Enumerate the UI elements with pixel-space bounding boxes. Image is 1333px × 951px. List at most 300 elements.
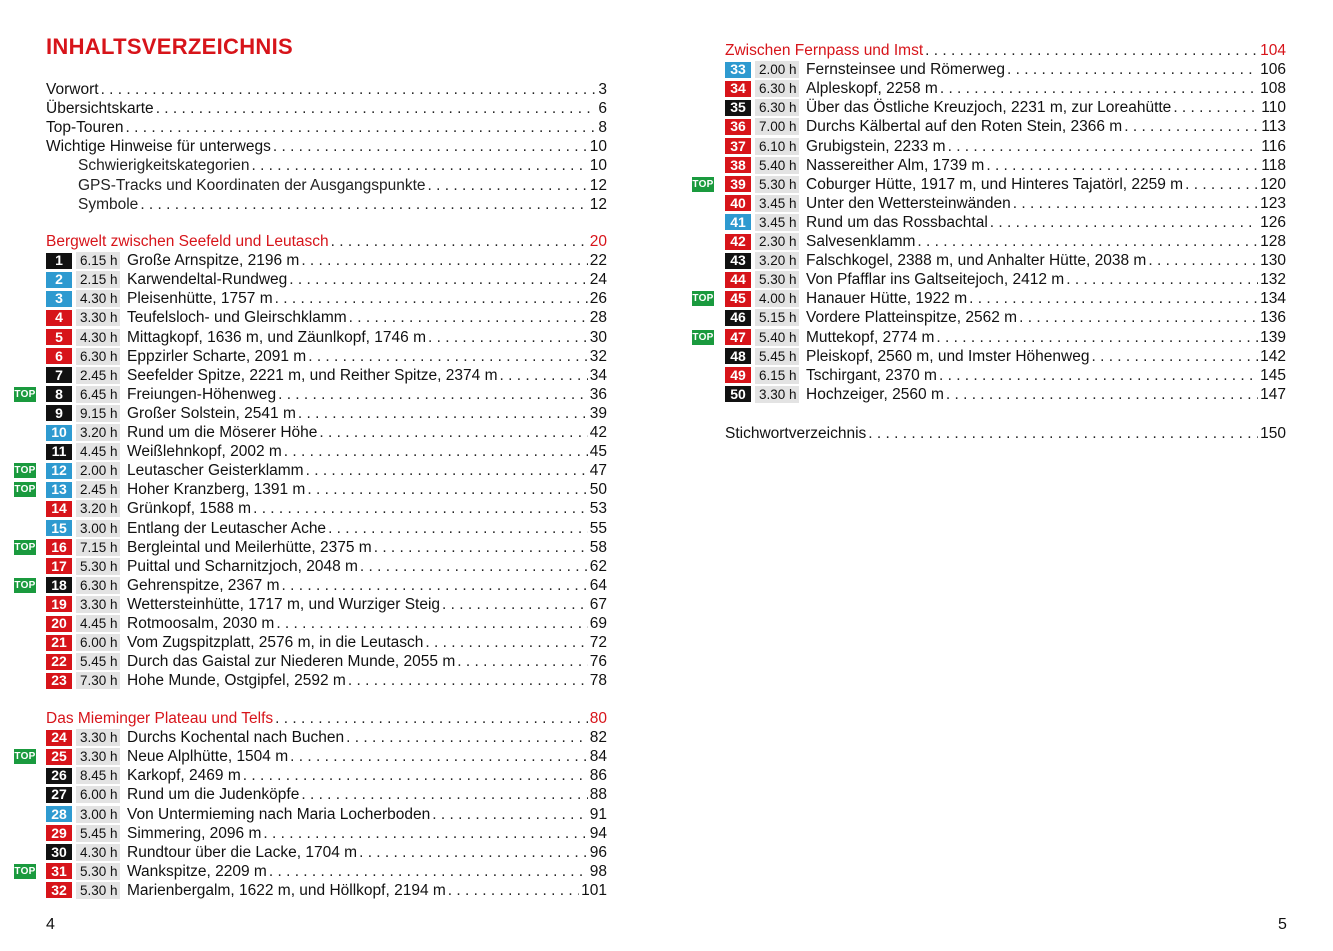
tour-duration: 2.30 h [755, 233, 799, 250]
tour-row[interactable] [46, 614, 607, 633]
tour-title: Rundtour über die Lacke, 1704 m [127, 843, 358, 861]
tour-row[interactable] [725, 328, 1286, 347]
tour-duration: 6.45 h [76, 386, 120, 403]
page-ref: 58 [589, 538, 607, 556]
leader-dots [301, 785, 587, 804]
tour-title: Alpleskopf, 2258 m [806, 80, 938, 98]
toc-entry[interactable] [46, 118, 607, 137]
tour-row[interactable] [725, 347, 1286, 366]
page-ref: 67 [589, 595, 607, 613]
page-ref: 80 [589, 710, 607, 727]
leader-dots [946, 385, 1258, 404]
toc-subentry-label: GPS-Tracks und Koordinaten der Ausgangspunkte [78, 176, 426, 194]
leader-dots [282, 576, 588, 595]
toc-entry-label: Vorwort [46, 81, 99, 98]
leader-dots [1173, 98, 1259, 117]
leader-dots [263, 824, 587, 843]
leader-dots [939, 366, 1258, 385]
tour-duration: 5.30 h [76, 863, 120, 880]
tour-title: Grubigstein, 2233 m [806, 137, 946, 155]
right-page-number: 5 [1278, 916, 1287, 933]
page-ref: 8 [598, 119, 607, 137]
page-ref: 12 [589, 195, 607, 213]
tour-title: Bergleintal und Meilerhütte, 2375 m [127, 538, 372, 556]
tour-number-badge: 50 [725, 386, 751, 402]
page-ref: 147 [1260, 385, 1286, 403]
tour-title: Falschkogel, 2388 m, und Anhalter Hütte, 2038 m [806, 252, 1147, 270]
page-ref: 28 [589, 309, 607, 327]
tour-row[interactable] [725, 251, 1286, 270]
tour-title: Großer Solstein, 2541 m [127, 404, 296, 422]
tour-duration: 6.15 h [76, 252, 120, 269]
tour-row[interactable] [725, 289, 1286, 308]
tour-number-badge: 20 [46, 616, 72, 632]
tour-duration: 3.20 h [76, 424, 120, 441]
tour-number-badge: 5 [46, 329, 72, 345]
tour-title: Große Arnspitze, 2196 m [127, 252, 300, 270]
tour-title: Simmering, 2096 m [127, 824, 262, 842]
tour-row[interactable] [46, 805, 607, 824]
tour-number-badge: 21 [46, 635, 72, 651]
tour-duration: 3.30 h [76, 309, 120, 326]
page-ref: 76 [589, 653, 607, 671]
tour-duration: 3.20 h [76, 500, 120, 517]
tour-row[interactable] [725, 385, 1286, 404]
toc-entry[interactable] [725, 424, 1286, 443]
top-badge: TOP [14, 484, 36, 496]
tour-title: Karwendeltal-Rundweg [127, 271, 288, 289]
leader-dots [251, 156, 587, 175]
page-ref: 128 [1260, 233, 1286, 250]
tour-number-badge: 49 [725, 367, 751, 383]
page-ref: 45 [589, 443, 607, 461]
tour-number-badge: 15 [46, 520, 72, 536]
tour-duration: 8.45 h [76, 767, 120, 784]
tour-duration: 2.45 h [76, 367, 120, 384]
tour-row[interactable] [725, 137, 1286, 156]
leader-dots [276, 614, 587, 633]
tour-duration: 3.00 h [76, 806, 120, 823]
leader-dots [948, 137, 1260, 156]
tour-number-badge: 41 [725, 214, 751, 230]
tour-row[interactable] [46, 652, 607, 671]
page-ref: 120 [1260, 175, 1286, 193]
top-badge: TOP [692, 178, 714, 190]
tour-duration: 4.30 h [76, 329, 120, 346]
tour-duration: 4.30 h [76, 290, 120, 307]
tour-number-badge: 28 [46, 806, 72, 822]
page-ref: 106 [1260, 61, 1286, 79]
page-ref: 34 [589, 366, 607, 384]
tour-number-badge: 26 [46, 768, 72, 784]
tour-duration: 5.45 h [76, 653, 120, 670]
tour-title: Entlang der Leutascher Ache [127, 519, 327, 537]
tour-title: Weißlehnkopf, 2002 m [127, 443, 282, 461]
tour-duration: 4.45 h [76, 443, 120, 460]
left-page [0, 0, 666, 951]
toc-entry-label: Top-Touren [46, 119, 124, 137]
page-ref: 3 [598, 81, 607, 98]
tour-duration: 6.15 h [755, 367, 799, 384]
leader-dots [990, 213, 1258, 232]
leader-dots [1185, 175, 1258, 194]
page-ref: 20 [589, 233, 607, 250]
tour-duration: 7.30 h [76, 672, 120, 689]
tour-row[interactable] [46, 824, 607, 843]
toc-subentry[interactable] [78, 176, 607, 195]
tour-row[interactable] [46, 499, 607, 518]
page-ref: 123 [1260, 194, 1286, 212]
page-ref: 78 [589, 672, 607, 690]
tour-number-badge: 36 [725, 119, 751, 135]
leader-dots [425, 633, 587, 652]
page-ref: 94 [589, 824, 607, 842]
tour-row[interactable] [46, 308, 607, 327]
tour-number-badge: 48 [725, 348, 751, 364]
page-ref: 113 [1261, 118, 1286, 136]
tour-row[interactable] [46, 251, 607, 270]
tour-duration: 6.30 h [76, 348, 120, 365]
top-badge: TOP [14, 465, 36, 477]
page-ref: 82 [589, 729, 607, 747]
leader-dots [349, 308, 588, 327]
tour-number-badge: 18 [46, 577, 72, 593]
tour-row[interactable] [46, 633, 607, 652]
toc-entry[interactable] [46, 99, 607, 118]
leader-dots [306, 461, 588, 480]
tour-title: Rotmoosalm, 2030 m [127, 615, 275, 632]
tour-number-badge: 11 [46, 444, 72, 460]
tour-row[interactable] [46, 785, 607, 804]
page-ref: 47 [589, 462, 607, 480]
tour-row[interactable] [725, 60, 1286, 79]
tour-number-badge: 29 [46, 825, 72, 841]
section-heading[interactable] [725, 41, 1286, 60]
tour-row[interactable] [725, 156, 1286, 175]
tour-row[interactable] [725, 194, 1286, 213]
tour-title: Durchs Kälbertal auf den Roten Stein, 2366 m [806, 118, 1123, 136]
leader-dots [1013, 194, 1258, 213]
tour-number-badge: 31 [46, 863, 72, 879]
tour-row[interactable] [46, 728, 607, 747]
page-ref: 26 [589, 290, 607, 308]
leader-dots [298, 404, 588, 423]
tour-title: Hoher Kranzberg, 1391 m [127, 481, 306, 499]
page-ref: 130 [1260, 252, 1286, 270]
tour-duration: 5.30 h [76, 558, 120, 575]
tour-row[interactable] [46, 576, 607, 595]
leader-dots [917, 232, 1258, 251]
tour-number-badge: 32 [46, 882, 72, 898]
tour-title: Von Pfafflar ins Galtseitejoch, 2412 m [806, 271, 1065, 289]
tour-title: Durch das Gaistal zur Niederen Munde, 2055 m [127, 653, 456, 671]
leader-dots [442, 595, 588, 614]
tour-row[interactable] [46, 480, 607, 499]
toc-subentry[interactable] [78, 195, 607, 214]
leader-dots [275, 709, 588, 728]
leader-dots [273, 137, 588, 156]
leader-dots [1091, 347, 1258, 366]
tour-number-badge: 30 [46, 844, 72, 860]
tour-row[interactable] [725, 232, 1286, 251]
section-heading-label: Bergwelt zwischen Seefeld und Leutasch [46, 233, 329, 250]
leader-dots [374, 538, 588, 557]
tour-title: Durchs Kochental nach Buchen [127, 729, 345, 747]
tour-duration: 6.30 h [755, 80, 799, 97]
page-ref: 150 [1260, 425, 1286, 442]
tour-number-badge: 9 [46, 405, 72, 421]
tour-title: Leutascher Geisterklamm [127, 462, 304, 480]
tour-row[interactable] [725, 98, 1286, 117]
leader-dots [308, 347, 588, 366]
leader-dots [359, 843, 588, 862]
tour-title: Pleisenhütte, 1757 m [127, 290, 273, 308]
leader-dots [290, 747, 588, 766]
page-ref: 10 [589, 157, 607, 175]
tour-number-badge: 25 [46, 749, 72, 765]
page-ref: 39 [589, 404, 607, 422]
page-ref: 91 [589, 805, 607, 823]
tour-number-badge: 40 [725, 195, 751, 211]
leader-dots [348, 671, 588, 690]
tour-number-badge: 1 [46, 253, 72, 269]
tour-number-badge: 44 [725, 272, 751, 288]
tour-number-badge: 8 [46, 386, 72, 402]
tour-row[interactable] [725, 79, 1286, 98]
tour-row[interactable] [46, 270, 607, 289]
tour-row[interactable] [46, 289, 607, 308]
tour-duration: 5.30 h [76, 882, 120, 899]
page-ref: 12 [589, 176, 607, 194]
tour-duration: 6.10 h [755, 138, 799, 155]
tour-duration: 2.00 h [76, 462, 120, 479]
leader-dots [868, 424, 1258, 443]
tour-title: Hochzeiger, 2560 m [806, 385, 944, 403]
tour-number-badge: 3 [46, 291, 72, 307]
section-heading-label: Zwischen Fernpass und Imst [725, 42, 924, 59]
tour-number-badge: 34 [725, 81, 751, 97]
tour-number-badge: 7 [46, 367, 72, 383]
tour-number-badge: 43 [725, 253, 751, 269]
tour-title: Hanauer Hütte, 1922 m [806, 290, 968, 308]
tour-duration: 5.15 h [755, 309, 799, 326]
tour-number-badge: 22 [46, 654, 72, 670]
page-ref: 62 [589, 557, 607, 575]
tour-row[interactable] [46, 747, 607, 766]
leader-dots [432, 805, 587, 824]
tour-title: Rund um die Möserer Höhe [127, 424, 318, 441]
toc-entry-label: Übersichtskarte [46, 100, 154, 118]
page-ref: 104 [1260, 42, 1286, 59]
leader-dots [1148, 251, 1258, 270]
tour-number-badge: 37 [725, 138, 751, 154]
tour-row[interactable] [46, 595, 607, 614]
tour-row[interactable] [725, 366, 1286, 385]
toc-entry[interactable] [46, 137, 607, 156]
leader-dots [428, 176, 588, 195]
top-badge: TOP [14, 541, 36, 553]
tour-number-badge: 6 [46, 348, 72, 364]
page-ref: 86 [589, 767, 607, 785]
tour-duration: 3.20 h [755, 252, 799, 269]
top-badge: TOP [14, 579, 36, 591]
tour-row[interactable] [46, 843, 607, 862]
page-ref: 22 [589, 252, 607, 270]
tour-duration: 5.30 h [755, 271, 799, 288]
leader-dots [269, 862, 588, 881]
tour-duration: 3.45 h [755, 214, 799, 231]
tour-number-badge: 47 [725, 329, 751, 345]
section-heading[interactable] [46, 232, 607, 251]
tour-duration: 6.30 h [755, 99, 799, 116]
tour-row[interactable] [46, 442, 607, 461]
tour-row[interactable] [46, 366, 607, 385]
tour-duration: 4.00 h [755, 290, 799, 307]
tour-title: Hohe Munde, Ostgipfel, 2592 m [127, 672, 346, 690]
tour-title: Muttekopf, 2774 m [806, 328, 935, 346]
tour-number-badge: 19 [46, 596, 72, 612]
page-ref: 24 [589, 271, 607, 289]
tour-title: Teufelsloch- und Gleirschklamm [127, 309, 347, 327]
page-ref: 98 [589, 862, 607, 880]
tour-row[interactable] [46, 423, 607, 442]
tour-number-badge: 24 [46, 730, 72, 746]
tour-title: Coburger Hütte, 1917 m, und Hinteres Tajatörl, 2259 m [806, 175, 1184, 193]
tour-row[interactable] [46, 461, 607, 480]
tour-duration: 3.45 h [755, 195, 799, 212]
tour-row[interactable] [46, 328, 607, 347]
tour-title: Seefelder Spitze, 2221 m, und Reither Spitze, 2374 m [127, 366, 498, 384]
page-ref: 42 [589, 424, 607, 441]
section-heading-label: Das Mieminger Plateau und Telfs [46, 710, 274, 727]
leader-dots [360, 557, 588, 576]
tour-number-badge: 38 [725, 157, 751, 173]
leader-dots [986, 156, 1259, 175]
leader-dots [289, 270, 587, 289]
leader-dots [346, 728, 588, 747]
tour-number-badge: 33 [725, 62, 751, 78]
page-ref: 53 [589, 500, 607, 518]
tour-number-badge: 23 [46, 673, 72, 689]
tour-row[interactable] [46, 347, 607, 366]
tour-row[interactable] [725, 308, 1286, 327]
toc-subentry-label: Schwierigkeitskategorien [78, 157, 250, 175]
leader-dots [940, 79, 1258, 98]
leader-dots [284, 442, 588, 461]
section-heading[interactable] [46, 709, 607, 728]
tour-row[interactable] [46, 881, 607, 900]
tour-row[interactable] [46, 538, 607, 557]
page-ref: 136 [1260, 309, 1286, 327]
tour-row[interactable] [46, 557, 607, 576]
tour-duration: 2.45 h [76, 481, 120, 498]
tour-row[interactable] [46, 671, 607, 690]
tour-duration: 5.45 h [755, 348, 799, 365]
page-ref: 116 [1261, 137, 1286, 155]
tour-row[interactable] [725, 175, 1286, 194]
tour-duration: 5.40 h [755, 329, 799, 346]
tour-title: Vordere Platteinspitze, 2562 m [806, 309, 1018, 327]
tour-duration: 5.45 h [76, 825, 120, 842]
leader-dots [301, 251, 587, 270]
page-ref: 101 [581, 881, 607, 899]
tour-title: Rund um die Judenköpfe [127, 786, 300, 804]
leader-dots [253, 499, 588, 518]
top-badge: TOP [14, 388, 36, 400]
leader-dots [448, 881, 579, 900]
tour-row[interactable] [725, 117, 1286, 136]
leader-dots [1007, 60, 1258, 79]
tour-title: Puittal und Scharnitzjoch, 2048 m [127, 557, 358, 575]
tour-duration: 7.15 h [76, 539, 120, 556]
page-ref: 72 [589, 634, 607, 652]
top-badge: TOP [14, 751, 36, 763]
leader-dots [1124, 117, 1259, 136]
tour-number-badge: 46 [725, 310, 751, 326]
tour-duration: 3.30 h [76, 596, 120, 613]
page-ref: 64 [589, 576, 607, 594]
tour-duration: 2.15 h [76, 271, 120, 288]
tour-row[interactable] [725, 270, 1286, 289]
toc-subentry[interactable] [78, 156, 607, 175]
page-ref: 145 [1260, 366, 1286, 384]
tour-number-badge: 10 [46, 425, 72, 441]
tour-row[interactable] [46, 862, 607, 881]
page-ref: 30 [589, 328, 607, 346]
leader-dots [126, 118, 597, 137]
tour-title: Pleiskopf, 2560 m, und Imster Höhenweg [806, 347, 1090, 365]
page-ref: 32 [589, 347, 607, 365]
tour-title: Nassereither Alm, 1739 m [806, 156, 985, 174]
leader-dots [243, 766, 588, 785]
tour-duration: 5.40 h [755, 157, 799, 174]
tour-duration: 4.45 h [76, 615, 120, 632]
leader-dots [331, 232, 588, 251]
page-ref: 50 [589, 481, 607, 499]
tour-number-badge: 17 [46, 558, 72, 574]
page-ref: 134 [1260, 290, 1286, 308]
tour-row[interactable] [725, 213, 1286, 232]
page-ref: 139 [1260, 328, 1286, 346]
tour-number-badge: 2 [46, 272, 72, 288]
tour-title: Grünkopf, 1588 m [127, 500, 252, 518]
tour-number-badge: 4 [46, 310, 72, 326]
tour-title: Salvesenklamm [806, 233, 916, 250]
tour-number-badge: 35 [725, 100, 751, 116]
tour-row[interactable] [46, 766, 607, 785]
tour-duration: 9.15 h [76, 405, 120, 422]
page-ref: 108 [1260, 80, 1286, 98]
tour-title: Freiungen-Höhenweg [127, 385, 277, 403]
toc-entry[interactable] [46, 80, 607, 99]
tour-row[interactable] [46, 519, 607, 538]
leader-dots [328, 519, 588, 538]
toc-entry-label: Wichtige Hinweise für unterwegs [46, 138, 271, 156]
leader-dots [1066, 270, 1258, 289]
toc-entry-label: Stichwortverzeichnis [725, 425, 867, 442]
tour-row[interactable] [46, 404, 607, 423]
tour-title: Eppzirler Scharte, 2091 m [127, 347, 307, 365]
top-badge: TOP [692, 293, 714, 305]
tour-title: Fernsteinsee und Römerweg [806, 61, 1006, 79]
tour-title: Tschirgant, 2370 m [806, 366, 937, 384]
tour-title: Gehrenspitze, 2367 m [127, 576, 280, 594]
top-badge: TOP [14, 865, 36, 877]
tour-row[interactable] [46, 385, 607, 404]
tour-title: Von Untermieming nach Maria Locherboden [127, 805, 431, 823]
tour-title: Rund um das Rossbachtal [806, 213, 988, 231]
leader-dots [156, 99, 597, 118]
